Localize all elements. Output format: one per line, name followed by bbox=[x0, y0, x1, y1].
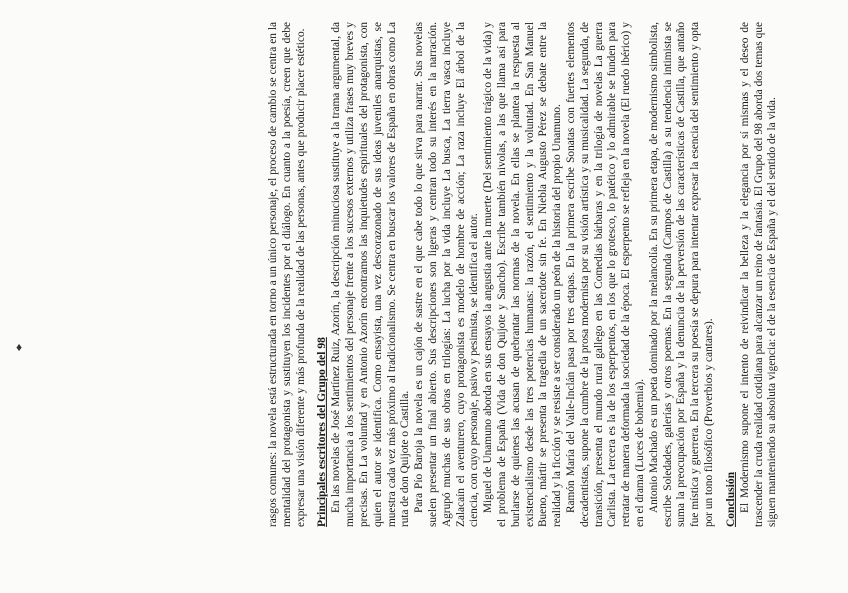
paragraph-unamuno: Miguel de Unamuno aborda en sus ensayos la angustia ante la muerte (Del sentimiento trágico de la vida) y el problema de España (Vida de don Quijote y Sancho). Escribe también nivolas, a las que llama así para burlarse de quienes las acusan de quebrantar las normas de la novela. En ellas se plantea la respuesta al existencialismo desde las tres potencias humanas: la razón, el sentimiento y la voluntad. En San Manuel Bueno, mártir se presenta la tragedia de un sacerdote sin fe. En Niebla Augusto Pérez se debate entre la realidad y la ficción y se resiste a ser considerado un peón de la historia del propio Unamuno. bbox=[482, 22, 564, 527]
paragraph-baroja: Para Pío Baroja la novela es un cajón de sastre en el que cabe todo lo que sirva para narrar. Sus novelas suelen presentar un final abierto. Sus descripciones son ligeras y centran todo su interés en la narración. Agrupó muchas de sus obras en trilogías: La lucha por la vida incluye La busca, La tierra vasca incluye Zalacaín el aventurero, cuyo protagonista es modelo de hombre de acción; La raza incluye El árbol de la ciencia, con cuyo personaje, pasivo y pesimista, se identifica el autor. bbox=[413, 22, 481, 527]
paragraph-conclusion: El Modernismo supone el intento de reivindicar la belleza y la elegancia por sí mismas y el deseo de trascender la cruda realidad cotidiana para alcanzar un reino de fantasía. El Grupo del 98 aborda dos temas que siguen manteniendo su absoluta vigencia: el de la esencia de España y el del sentido de la vida. bbox=[738, 22, 779, 527]
text-column bbox=[267, 22, 780, 527]
section-heading-writers: Principales escritores del Grupo del 98 bbox=[316, 337, 329, 527]
intro-paragraph: rasgos comunes: la novela está estructurada en torno a un único personaje, el proceso de cambio se centra en la mentalidad del protagonista y sustituyen los incidentes por el diálogo. En cuanto a la poesía, creen que debe expresar una visión diferente y más profunda de la realidad de las personas, antes que producir placer estético. bbox=[266, 22, 307, 527]
section-heading-conclusion: Conclusión bbox=[724, 472, 737, 527]
paragraph-machado: Antonio Machado es un poeta dominado por la melancolía. En su primera etapa, de modernismo simbolista, escribe Soledades, galerías y otros poemas. En la segunda (Campos de Castilla) a su tendencia intimista se suma la preocupación por España y la denuncia de la perversión de las características de Castilla, que antaño fue mística y guerrera. En la tercera su poesía se depura para intentar expresar la esencia del sentimiento y opta por un tono filosófico (Proverbios y cantares). bbox=[647, 22, 715, 527]
paragraph-azorin: En las novelas de José Martínez Ruiz, Azorín, la descripción minuciosa sustituye a la trama argumental, da mucha importancia a los sentimientos del personaje frente a los sucesos externos y utiliza frases muy breves y precisas. En La voluntad y en Antonio Azorín encontramos las inquietudes espirituales del protagonista, con quien el autor se identifica. Como ensayista, una vez descorazonado de sus ideas juveniles anarquistas, se muestra cada vez más próximo al tradicionalismo. Se centra en buscar los valores de España en obras como La ruta de don Quijote o Castilla. bbox=[330, 22, 412, 527]
rotated-text-block bbox=[267, 22, 780, 527]
margin-mark: ♦ bbox=[16, 340, 23, 354]
paragraph-valle-inclan: Ramón María del Valle-Inclán pasa por tres etapas. En la primera escribe Sonatas con fuertes elementos decadentistas, supone la cumbre de la prosa modernista por su visión artística y su musicalidad. La segunda, de transición, presenta el mundo rural gallego en las Comedias bárbaras y en la trilogía de novelas La guerra Carlista. La tercera es la de los esperpentos, en los que lo grotesco, lo patético y lo admirable se funden para retratar de manera deformada la sociedad de la época. El esperpento se refleja en la novela (El ruedo ibérico) y en el drama (Luces de bohemia). bbox=[564, 22, 646, 527]
